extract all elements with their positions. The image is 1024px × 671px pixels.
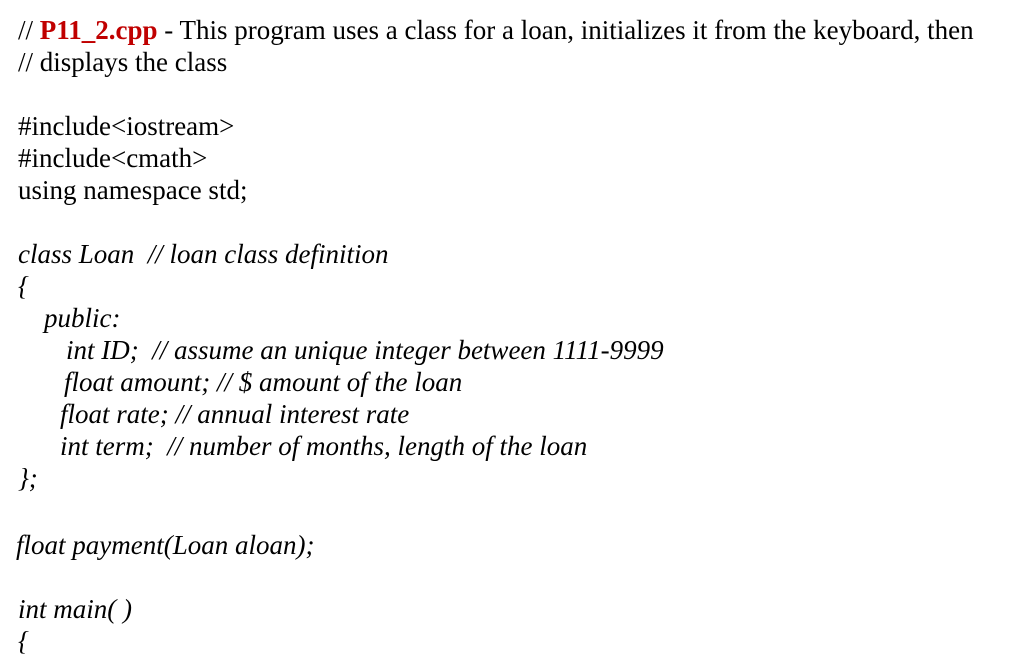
member-id: int ID; // assume an unique integer between 1111-9999 — [66, 335, 664, 365]
header-comment-line-1 — [18, 14, 974, 46]
filename: P11_2.cpp — [39, 15, 158, 45]
comment-prefix: // — [18, 15, 40, 45]
class-header: class Loan // loan class definition — [18, 239, 389, 269]
member-rate: float rate; // annual interest rate — [60, 399, 410, 429]
main-signature: int main( ) — [18, 594, 132, 624]
program-description: - This program uses a class for a loan, initializes it from the keyboard, then — [157, 15, 974, 45]
include-cmath: #include<cmath> — [18, 143, 208, 173]
function-prototype: float payment(Loan aloan); — [16, 530, 315, 560]
member-amount: float amount; // $ amount of the loan — [64, 367, 463, 397]
access-specifier: public: — [44, 303, 121, 333]
using-namespace: using namespace std; — [18, 175, 248, 205]
header-comment-line-2: // displays the class — [18, 47, 228, 77]
include-iostream: #include<iostream> — [18, 111, 235, 141]
member-term: int term; // number of months, length of the loan — [60, 431, 588, 461]
class-close-brace: }; — [18, 463, 38, 493]
class-open-brace: { — [18, 271, 29, 301]
main-open-brace: { — [18, 626, 29, 656]
